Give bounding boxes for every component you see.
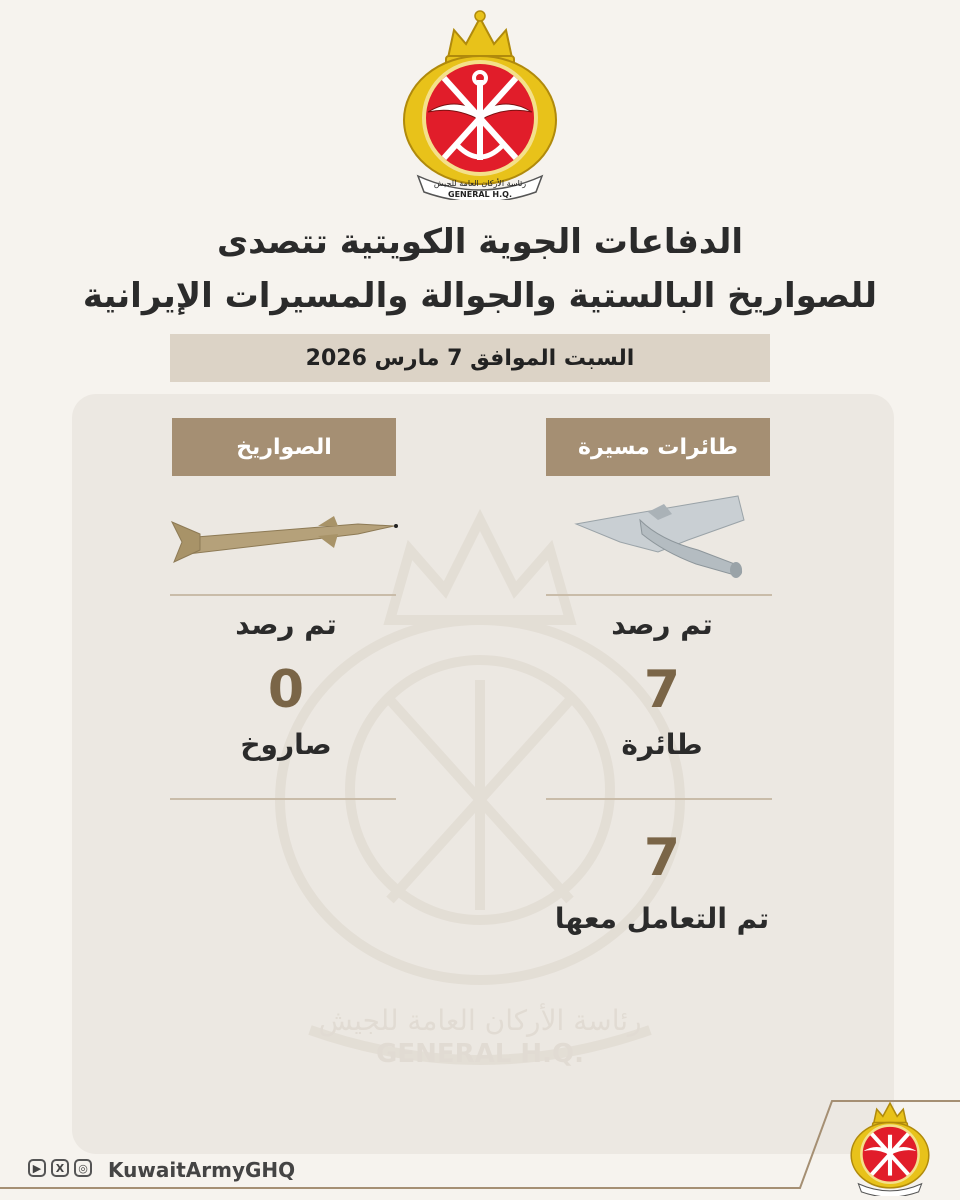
missiles-divider-top [170,594,396,596]
drones-unit-label: طائرة [621,728,703,761]
missiles-column-header [172,418,396,476]
drone-icon [568,490,752,586]
drones-handled-count: 7 [643,828,681,888]
page-title-line1: الدفاعات الجوية الكويتية تتصدى [217,222,743,262]
date-text: السبت الموافق 7 مارس 2026 [305,345,635,371]
missiles-detected-label: تم رصد [235,608,337,641]
page-title-line2: للصواريخ البالستية والجوالة والمسيرات الإيرانية [82,276,878,316]
drones-detected-count: 7 [643,660,681,720]
x-icon[interactable]: X [51,1159,69,1177]
emblem-text-ar: رئاسة الأركان العامة للجيش [433,179,527,188]
social-links [28,1159,92,1177]
instagram-icon[interactable]: ◎ [74,1159,92,1177]
drones-divider-top [546,594,772,596]
drones-column-header [546,418,770,476]
youtube-icon[interactable]: ▶ [28,1159,46,1177]
missiles-detected-count: 0 [267,660,305,720]
drones-divider-bottom [546,798,772,800]
footer-divider [0,1097,960,1197]
missiles-divider-bottom [170,798,396,800]
general-hq-emblem-small [846,1098,934,1196]
drones-handled-label: تم التعامل معها [554,902,770,935]
watermark-text-ar: رئاسة الأركان العامة للجيش [318,1004,642,1037]
emblem-text-en: GENERAL H.Q. [448,190,512,199]
date-bar [170,334,770,382]
social-handle[interactable]: KuwaitArmyGHQ [108,1158,296,1182]
general-hq-emblem [396,8,564,200]
drones-detected-label: تم رصد [611,608,713,641]
missile-icon [168,508,404,568]
missiles-unit-label: صاروخ [240,728,332,761]
drones-header-label: طائرات مسيرة [578,434,738,460]
watermark-text-en: GENERAL H.Q. [376,1039,584,1069]
missiles-header-label: الصواريخ [236,434,332,460]
